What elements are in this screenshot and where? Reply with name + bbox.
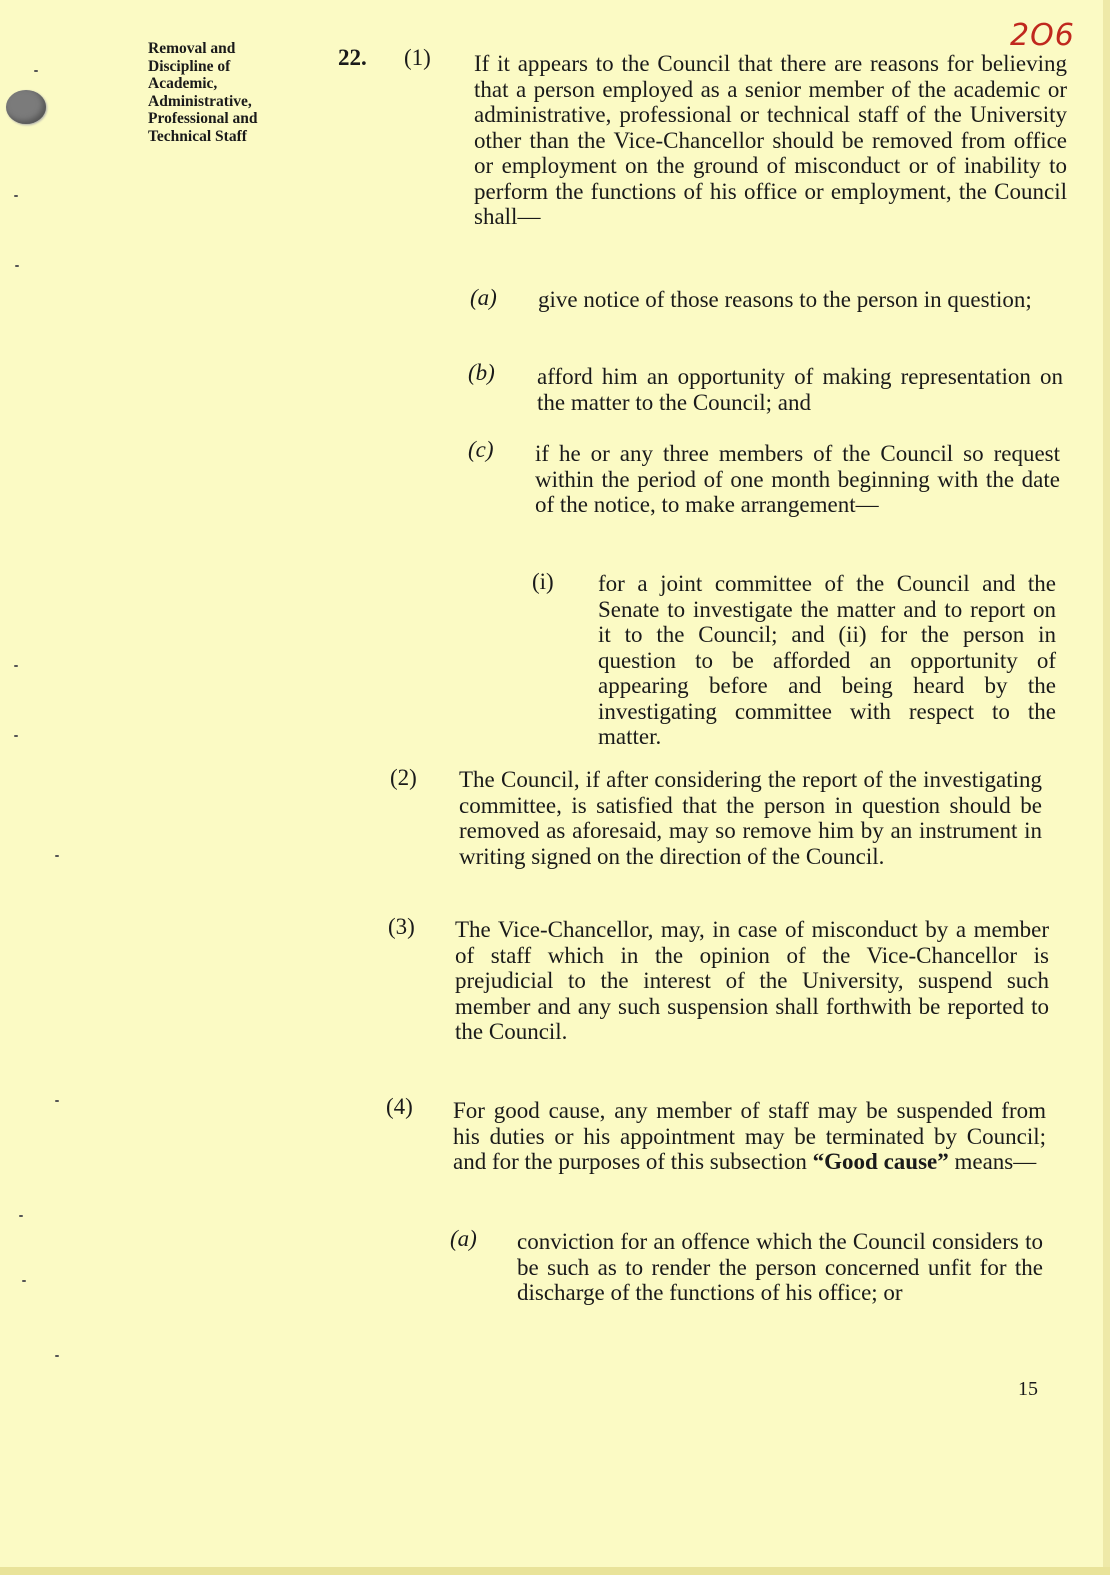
item-c-text: if he or any three members of the Council so request within the period of one month beginning with the date of the notice, to make arrangement— (535, 441, 1060, 517)
scan-speck (55, 855, 59, 857)
item-4a-text: conviction for an offence which the Council considers to be such as to render the person concerned unfit for the discharge of the functions of his office; or (517, 1229, 1043, 1305)
subsection-3-label: (3) (388, 914, 415, 939)
scan-speck (14, 195, 18, 197)
scan-speck (14, 665, 18, 667)
page-bottom-edge (0, 1567, 1110, 1575)
margin-note: Removal and Discipline of Academic, Administrative, Professional and Technical Staff (148, 40, 258, 145)
scan-speck (14, 735, 18, 737)
scan-speck (15, 265, 19, 267)
subsection-4-text-after: means— (948, 1149, 1037, 1174)
good-cause-term: “Good cause” (812, 1149, 949, 1174)
item-c-label: (c) (468, 437, 494, 462)
subsection-3-text: The Vice-Chancellor, may, in case of misconduct by a member of staff which in the opinion of the Vice-Chancellor is prejudicial to the interest of the University, suspend such member and any such suspension shall forthwith be reported to the Council. (455, 917, 1049, 1044)
subsection-2-label: (2) (390, 765, 417, 790)
section-number: 22. (338, 45, 367, 70)
handwritten-page-annotation: 2O6 (1010, 18, 1075, 53)
item-b-label: (b) (468, 360, 495, 385)
item-a-label: (a) (470, 285, 497, 310)
subsection-1-text: If it appears to the Council that there are reasons for believing that a person employed as a senior member of the academic or administrative, professional or technical staff of the University other than the Vice-Chancellor should be removed from office or employment on the ground of misconduct or of inability to perform the functions of his office or employment, the Council shall— (474, 51, 1067, 229)
page-number: 15 (1018, 1378, 1038, 1400)
scan-speck (55, 1355, 59, 1357)
item-4a-label: (a) (450, 1226, 477, 1251)
scan-speck (19, 1215, 23, 1217)
scan-speck (55, 1100, 59, 1102)
item-a-text: give notice of those reasons to the person in question; (538, 287, 1032, 312)
page-edge-shadow (1103, 0, 1110, 1575)
subitem-i-text: for a joint committee of the Council and the Senate to investigate the matter and to report on it to the Council; and (ii) for the person in question to be afforded an opportunity of appearing before and being heard by the investigating committee with respect to the matter. (598, 571, 1056, 749)
subitem-i-label: (i) (532, 569, 554, 594)
subsection-4-text-before: For good cause, any member of staff may be suspended from his duties or his appointment may be terminated by Council; and for the purposes of this subsection (453, 1098, 1046, 1174)
subsection-2-text: The Council, if after considering the report of the investigating committee, is satisfied that the person in question should be removed as aforesaid, may so remove him by an instrument in writing signed on the direction of the Council. (459, 767, 1042, 869)
item-b-text: afford him an opportunity of making representation on the matter to the Council; and (537, 364, 1063, 415)
subsection-4-label: (4) (386, 1094, 413, 1119)
scan-speck (22, 1280, 26, 1282)
subsection-4-text (453, 1098, 1046, 1175)
subsection-1-label: (1) (404, 45, 431, 70)
scan-speck (34, 70, 38, 72)
punch-hole-icon (6, 90, 46, 124)
